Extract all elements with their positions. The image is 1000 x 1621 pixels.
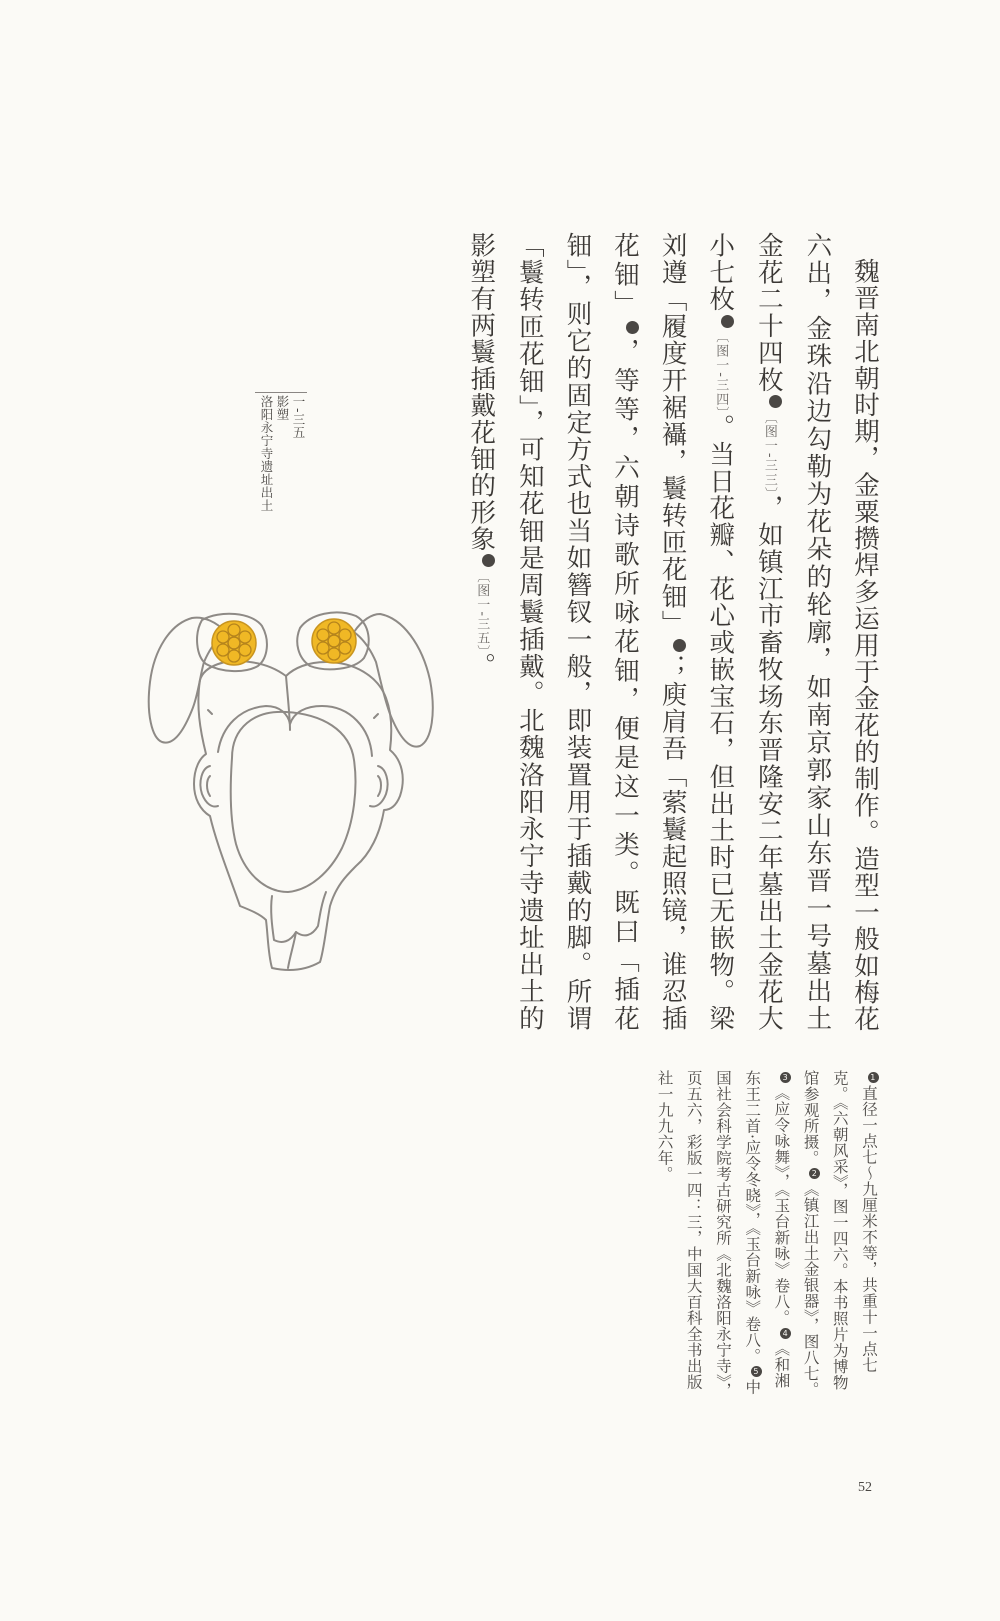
footnote-marker-3: 3 [780,1072,791,1083]
footnote-2: 《镇江出土金银器》，图八七。 [801,1181,820,1398]
face-outline [231,712,356,892]
figure-source: 洛阳永宁寺遗址出土 [259,395,274,512]
right-ear [370,766,388,807]
footnote-ref-4[interactable]: 4 [626,321,639,334]
footnote-4: 《和湘东王二首·应令冬晓》，《玉台新咏》卷八。 [743,1070,791,1389]
footnote-marker-1: 1 [868,1072,879,1083]
head-outline [194,661,403,970]
flower-ornament-right [312,619,356,663]
footnote-ref-2[interactable]: 2 [721,315,734,328]
footnote-ref-3[interactable]: 3 [673,639,686,652]
left-ear [200,766,218,807]
figure-ref-135: 〔图一-三五〕 [474,569,490,653]
right-hair-loop [354,614,433,747]
footnotes [649,1070,883,1400]
footnote-5: 中国社会科学院考古研究所《北魏洛阳永宁寺》，页五六，彩版一四：三，中国大百科全书出版社一九九六年。 [655,1070,762,1399]
main-paragraph: 魏晋南北朝时期，金粟攒焊多运用于金花的制作。造型一般如梅花六出，金珠沿边勾勒为花朵的轮廓，如南京郭家山东晋一号墓出土金花二十四枚1〔图一-三三〕，如镇江市畜牧场东晋隆安二年墓出土金花大小七枚2〔图一-三四〕。当日花瓣、花心或嵌宝石，但出土时已无嵌物。梁刘遵「履度开裾襵，鬟转匝花钿」3；庾肩吾「萦鬟起照镜，谁忍插花钿」4，等等，六朝诗歌所咏花钿，便是这一类。既曰「插花钿」，则它的固定方式也当如簪钗一般，即装置用于插戴的脚。所谓「鬟转匝花钿」，可知花钿是周鬟插戴。北魏洛阳永宁寺遗址出土的影塑有两鬟插戴花钿的形象5〔图一-三五〕。 [466,232,880,1032]
figure-number: 一-三五 [291,395,306,440]
footnote-1: 直径一点七～九厘米不等，共重十一点七克。《六朝风采》，图一四六。本书照片为博物馆参观所摄。 [801,1070,878,1391]
figure-illustration [140,610,450,995]
neck-base [271,892,326,942]
figure-caption [258,395,306,565]
body-text [457,232,888,1032]
footnote-marker-4: 4 [780,1328,791,1339]
page-number: 52 [858,1480,872,1495]
footnote-3: 《应令咏舞》，《玉台新咏》卷八。 [772,1085,791,1326]
footnote-ref-5[interactable]: 5 [482,554,495,567]
footnote-ref-1[interactable]: 1 [769,395,782,408]
flower-ornament-left [212,621,256,665]
caption-rule [255,392,307,393]
footnote-marker-2: 2 [809,1168,820,1179]
figure-ref-133: 〔图一-三三〕 [761,410,777,495]
figure-title: 影塑 [275,395,290,421]
figure-ref-134: 〔图一-三四〕 [713,329,729,415]
footnote-marker-5: 5 [751,1366,762,1377]
